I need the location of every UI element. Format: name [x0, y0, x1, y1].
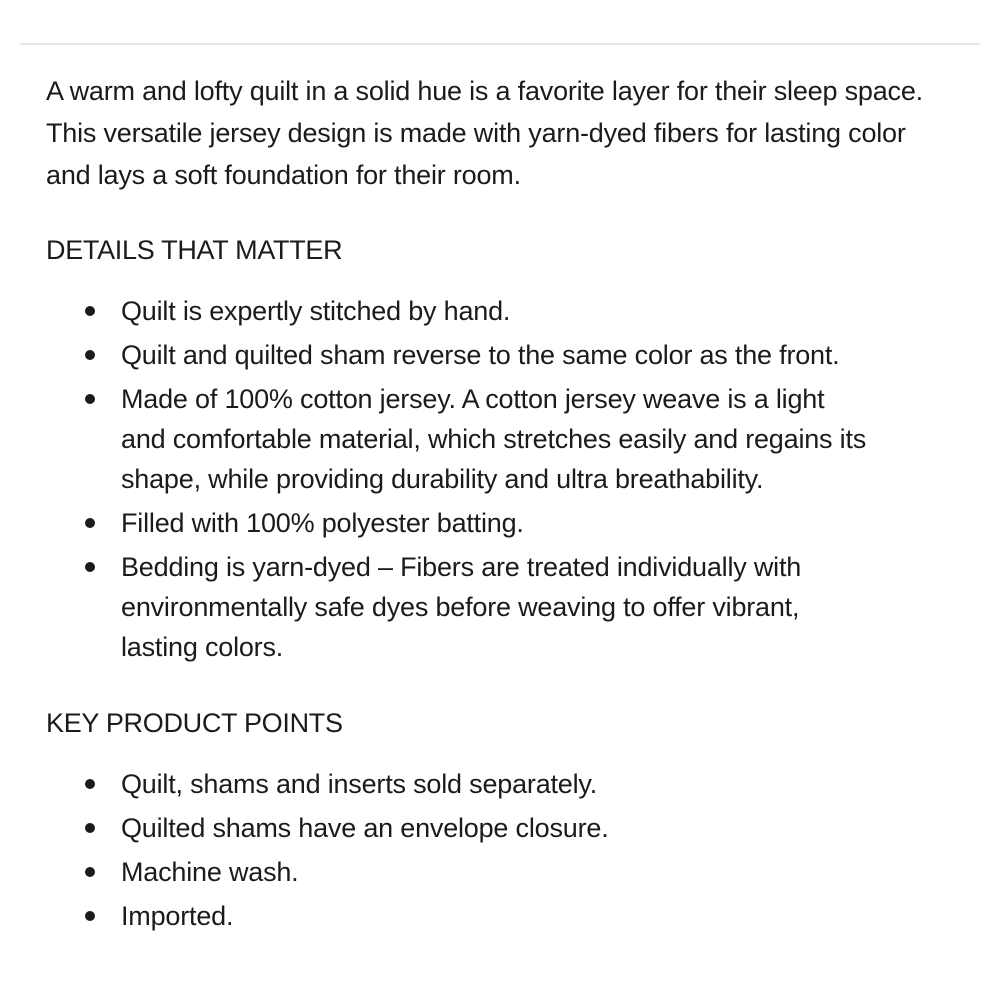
list-item-text: Bedding is yarn-dyed – Fibers are treated individually with environmentally safe dyes before weaving to offer vibrant, lasting colors. — [121, 552, 802, 662]
bullet-icon — [85, 306, 95, 316]
bullet-icon — [85, 867, 95, 877]
list-item — [46, 503, 876, 543]
key-points-heading: KEY PRODUCT POINTS — [46, 708, 343, 738]
list-item — [46, 335, 876, 375]
key-points-list — [46, 764, 946, 936]
list-item-text: Quilt and quilted sham reverse to the same color as the front. — [121, 340, 840, 370]
list-item — [46, 808, 876, 848]
bullet-icon — [85, 562, 95, 572]
list-item — [46, 291, 876, 331]
details-list — [46, 291, 946, 667]
list-item-text: Quilt, shams and inserts sold separately. — [121, 769, 598, 799]
product-description — [46, 70, 946, 940]
list-item-text: Imported. — [121, 901, 234, 931]
bullet-icon — [85, 394, 95, 404]
list-item — [46, 547, 876, 667]
bullet-icon — [85, 823, 95, 833]
list-item-text: Made of 100% cotton jersey. A cotton jersey weave is a light and comfortable material, which stretches easily and regains its shape, while providing durability and ultra breathability. — [121, 384, 867, 494]
list-item — [46, 896, 876, 936]
bullet-icon — [85, 518, 95, 528]
list-item — [46, 379, 876, 499]
list-item-text: Quilt is expertly stitched by hand. — [121, 296, 511, 326]
description-paragraph: A warm and lofty quilt in a solid hue is a favorite layer for their sleep space. This versatile jersey design is made with yarn-dyed fibers for lasting color and lays a soft foundation for their room. — [46, 76, 923, 190]
list-item-text: Filled with 100% polyester batting. — [121, 508, 524, 538]
bullet-icon — [85, 911, 95, 921]
top-divider — [20, 43, 980, 45]
bullet-icon — [85, 350, 95, 360]
bullet-icon — [85, 779, 95, 789]
list-item-text: Machine wash. — [121, 857, 299, 887]
list-item — [46, 764, 876, 804]
list-item-text: Quilted shams have an envelope closure. — [121, 813, 609, 843]
details-heading: DETAILS THAT MATTER — [46, 235, 343, 265]
list-item — [46, 852, 876, 892]
